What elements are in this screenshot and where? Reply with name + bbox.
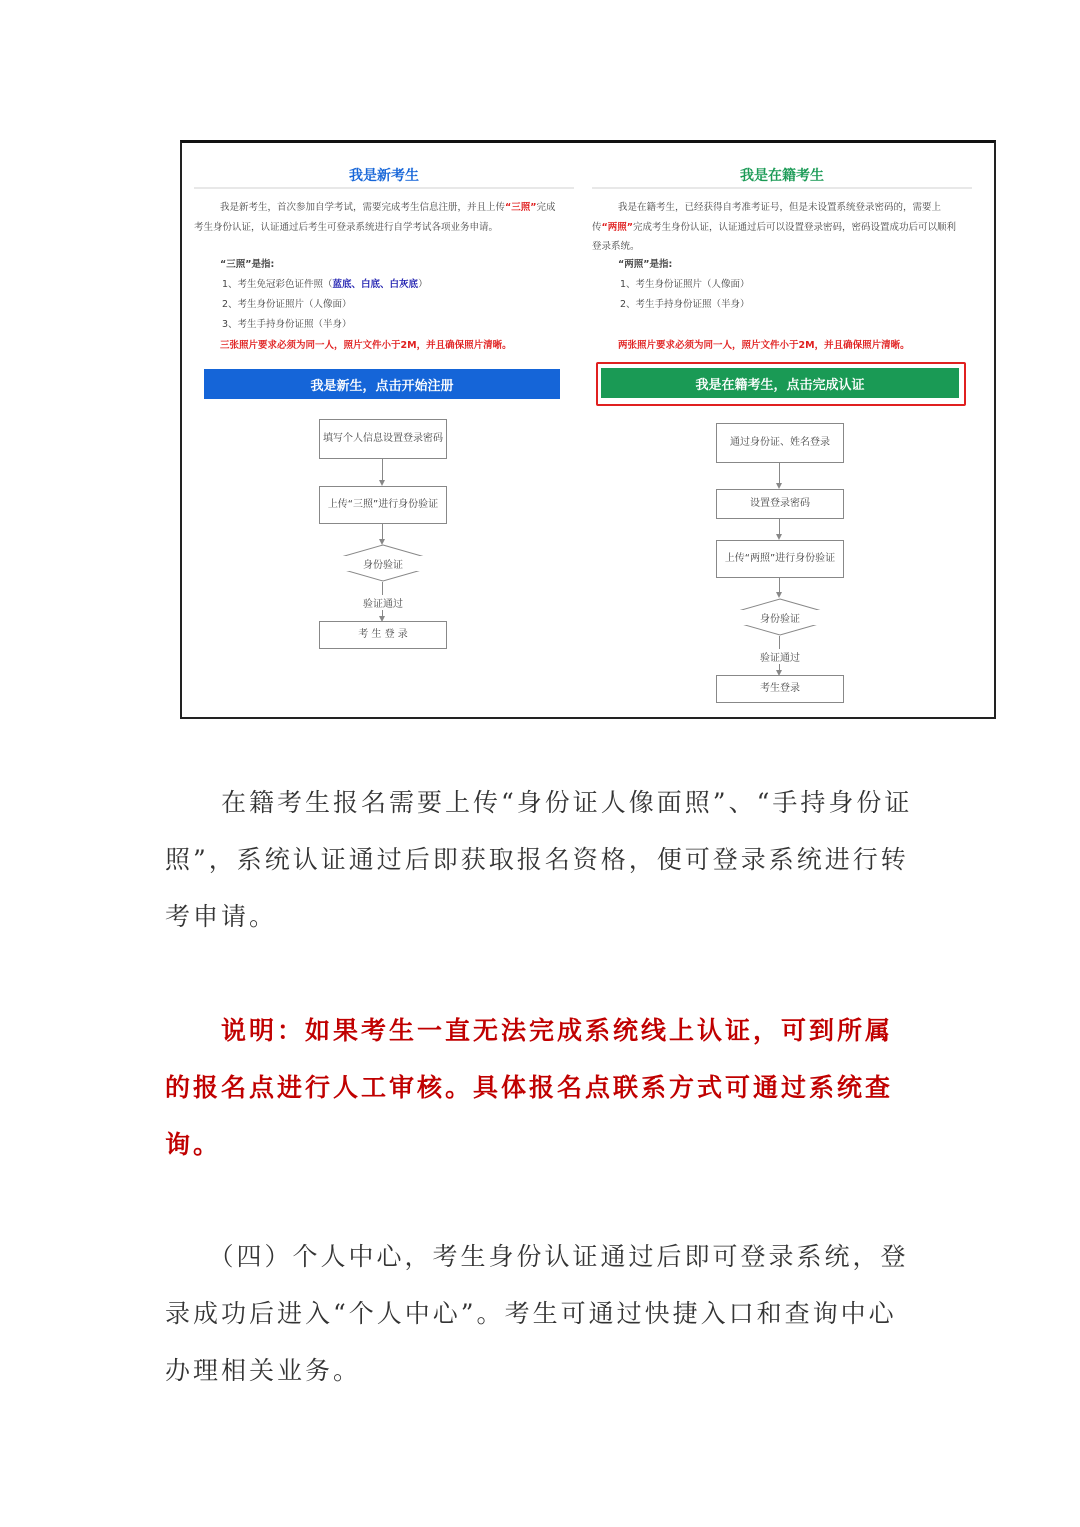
requirement-item: 3、考生手持身份证照（半身） [222, 319, 352, 330]
flow-arrow [779, 518, 780, 538]
requirement-item: 2、考生身份证照片（人像面） [222, 299, 352, 310]
definition-label: “两照”是指: [618, 259, 673, 270]
pass-label: 验证通过 [741, 649, 819, 664]
item-text: 1、考生免冠彩色证件照（ [222, 279, 333, 290]
step-line: 上传“三照” [327, 499, 379, 510]
intro-text: 我是新考生，首次参加自学考试，需要完成考生信息注册，并且上传 [220, 202, 506, 213]
new-student-panel [194, 143, 574, 717]
paragraph-enrolled-upload: 在籍考生报名需要上传“身份证人像面照”、“手持身份证照”，系统认证通过后即获取报名资格，便可登录系统进行转考申请。 [165, 788, 913, 931]
new-student-intro [194, 198, 564, 237]
photo-warning: 两张照片要求必须为同一人，照片文件小于2M，并且确保照片清晰。 [618, 340, 910, 351]
requirement-item: 1、考生身份证照片（人像面） [620, 279, 750, 290]
intro-highlight: “三照” [505, 202, 537, 213]
step-line: 进行身份验证 [378, 499, 439, 510]
step-line: 进行身份验证 [775, 553, 836, 564]
step-line: 上传“两照” [724, 553, 776, 564]
flow-end: 考 生 登 录 [319, 621, 447, 649]
item-colors: 蓝底、白底、白灰底 [332, 279, 419, 290]
verify-button[interactable]: 我是在籍考生，点击完成认证 [601, 368, 959, 398]
requirement-item [222, 276, 428, 290]
step-line: 填写个人信息 [323, 433, 383, 444]
paragraph-note: 说明：如果考生一直无法完成系统线上认证，可到所属的报名点进行人工审核。具体报名点联系方式可通过系统查询。 [165, 1016, 894, 1159]
step-line: 设置登录密码 [383, 433, 443, 444]
enrolled-student-intro [592, 198, 962, 257]
requirement-item: 2、考生手持身份证照（半身） [620, 299, 750, 310]
paragraph-personal-center: （四）个人中心，考生身份认证通过后即可登录系统，登录成功后进入“个人中心”。考生可通过快捷入口和查询中心办理相关业务。 [165, 1242, 909, 1385]
divider [592, 187, 972, 189]
item-text: ） [418, 279, 428, 290]
flow-arrow [779, 462, 780, 487]
register-button[interactable]: 我是新生，点击开始注册 [204, 369, 560, 399]
flow-step [319, 419, 447, 459]
flow-arrow [382, 523, 383, 543]
definition-label: “三照”是指: [220, 259, 275, 270]
new-student-title: 我是新考生 [349, 168, 419, 184]
intro-text: 完成考生身份认证，认证通过后可以设置登录密码，密码设置成功后可以顺利登录系统。 [592, 221, 957, 252]
embedded-screenshot [180, 140, 996, 719]
flow-arrow [382, 458, 383, 484]
divider [194, 187, 574, 189]
photo-warning: 三张照片要求必须为同一人，照片文件小于2M，并且确保照片清晰。 [220, 340, 512, 351]
flow-step: 通过身份证、姓名登录 [716, 423, 844, 463]
flow-step [319, 486, 447, 524]
intro-text: 完成考生身份认证，认证通过后考生可登录系统进行自学考试各项业务申请。 [194, 202, 556, 233]
flow-end: 考生登录 [716, 675, 844, 703]
decision-label: 身份验证 [716, 610, 844, 625]
pass-label: 验证通过 [344, 595, 422, 610]
enrolled-student-panel [592, 143, 972, 717]
flow-step: 设置登录密码 [716, 489, 844, 519]
flow-arrow [779, 577, 780, 596]
decision-label: 身份验证 [319, 556, 447, 571]
intro-highlight: “两照” [601, 221, 634, 233]
intro-text: 我是在籍考生，已经获得自考准考证号，但是未设置系统登录密码的，需要上传 [592, 202, 942, 233]
flow-step [716, 540, 844, 578]
enrolled-student-title: 我是在籍考生 [740, 168, 824, 184]
